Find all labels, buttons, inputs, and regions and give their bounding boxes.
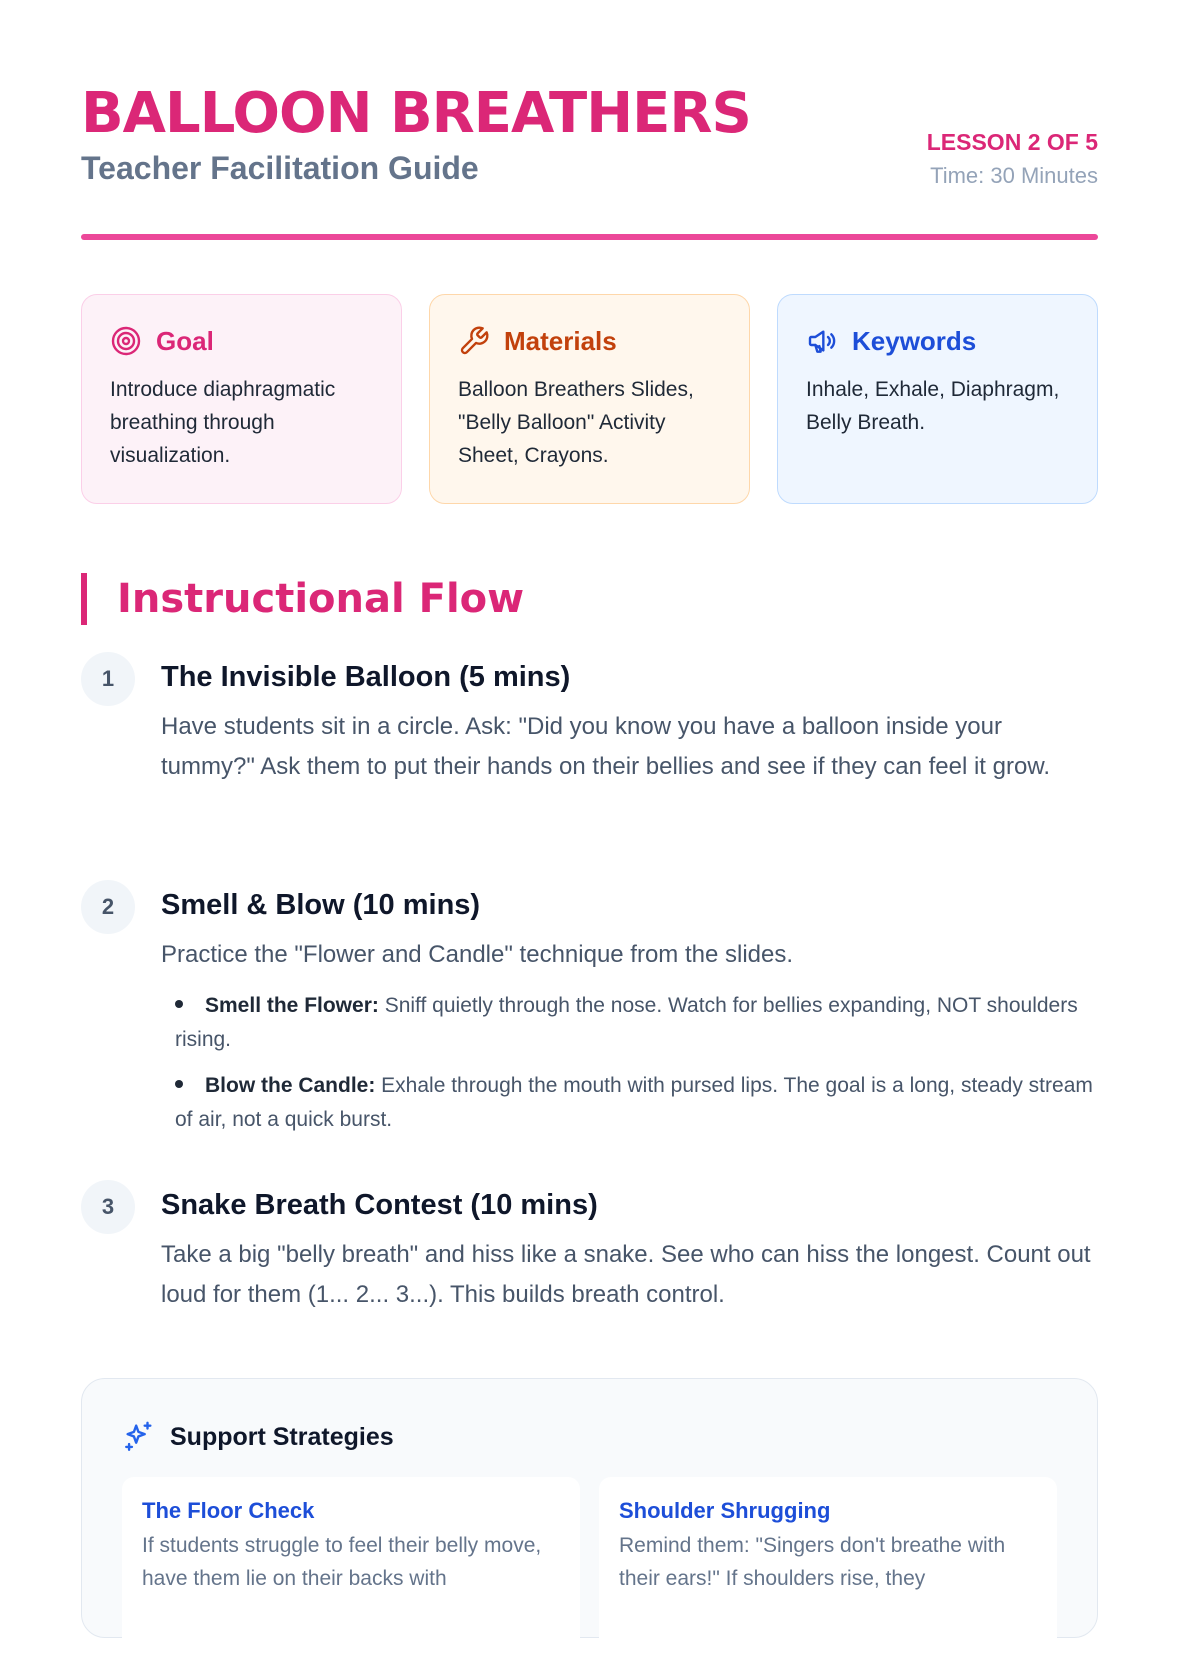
megaphone-icon	[806, 325, 838, 357]
keywords-card-header	[806, 323, 1071, 359]
bullet-text: Exhale through the mouth with pursed lips. The goal is a long, steady stream of air, not a quick burst.	[175, 1074, 1093, 1131]
materials-card	[429, 294, 750, 504]
support-tips	[122, 1477, 1057, 1677]
bullet-icon	[175, 1080, 183, 1088]
keywords-card-text: Inhale, Exhale, Diaphragm, Belly Breath.	[806, 378, 1060, 434]
goal-card-title: Goal	[156, 325, 214, 356]
step-title: The Invisible Balloon (5 mins)	[161, 661, 571, 693]
flow-step-3	[81, 1180, 1098, 1315]
bullet-label: Blow the Candle:	[205, 1074, 376, 1097]
section-heading-instructional-flow: Instructional Flow	[81, 573, 524, 625]
keywords-card	[777, 294, 1098, 504]
step-bullet-list	[161, 989, 1098, 1137]
lesson-number: LESSON 2 OF 5	[926, 129, 1098, 155]
bullet-label: Smell the Flower:	[205, 994, 379, 1017]
tip-title: The Floor Check	[142, 1498, 315, 1523]
page-title: BALLOON BREATHERS	[81, 81, 751, 146]
page-header	[81, 0, 1098, 240]
overview-cards	[81, 294, 1098, 504]
tip-card	[599, 1477, 1057, 1677]
materials-card-text: Balloon Breathers Slides, "Belly Balloon" Activity Sheet, Crayons.	[458, 378, 694, 467]
header-divider	[81, 234, 1098, 240]
tip-text: Remind them: "Singers don't breathe with their ears!" If shoulders rise, they	[619, 1534, 1006, 1590]
support-strategies-title: Support Strategies	[170, 1422, 394, 1451]
step-number: 3	[81, 1180, 135, 1234]
step-title: Smell & Blow (10 mins)	[161, 889, 481, 921]
step-text: Take a big "belly breath" and hiss like a snake. See who can hiss the longest. Count out loud for them (1... 2... 3...). This builds breath control.	[161, 1241, 1091, 1308]
support-strategies-header	[122, 1419, 1057, 1455]
bullet-text: Sniff quietly through the nose. Watch for bellies expanding, NOT shoulders rising.	[175, 994, 1078, 1051]
step-title: Snake Breath Contest (10 mins)	[161, 1189, 598, 1221]
tip-text: If students struggle to feel their belly move, have them lie on their backs with	[142, 1534, 542, 1590]
flow-step-2	[81, 880, 1098, 1149]
page-subtitle: Teacher Facilitation Guide	[81, 150, 479, 186]
tip-title: Shoulder Shrugging	[619, 1498, 831, 1523]
step-text: Have students sit in a circle. Ask: "Did you know you have a balloon inside your tummy?" Ask them to put their hands on their bellies and see if they can feel it grow.	[161, 713, 1050, 780]
keywords-card-title: Keywords	[852, 325, 977, 356]
goal-card-header	[110, 323, 375, 359]
goal-card-text: Introduce diaphragmatic breathing through visualization.	[110, 378, 336, 467]
list-item	[175, 1069, 1098, 1137]
materials-card-title: Materials	[504, 325, 617, 356]
support-strategies-panel	[81, 1378, 1098, 1638]
step-text: Practice the "Flower and Candle" technique from the slides.	[161, 941, 794, 968]
target-icon	[110, 325, 142, 357]
wrench-icon	[458, 325, 490, 357]
lesson-time: Time: 30 Minutes	[930, 163, 1098, 188]
step-number: 2	[81, 880, 135, 934]
sparkles-icon	[122, 1420, 156, 1454]
bullet-icon	[175, 1000, 183, 1008]
materials-card-header	[458, 323, 723, 359]
tip-card	[122, 1477, 580, 1677]
flow-step-1	[81, 652, 1098, 787]
list-item	[175, 989, 1098, 1057]
goal-card	[81, 294, 402, 504]
step-number: 1	[81, 652, 135, 706]
